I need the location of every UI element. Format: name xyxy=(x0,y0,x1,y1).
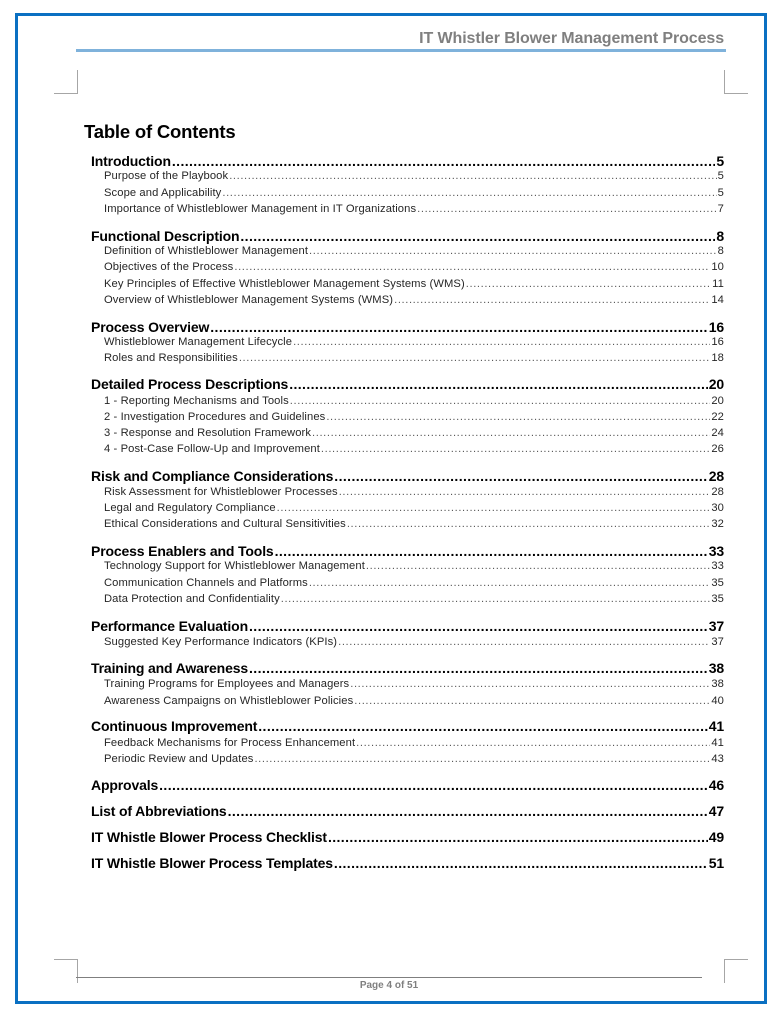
toc-entry-page-number[interactable]: 26 xyxy=(711,443,724,455)
toc-entry-subheading[interactable] xyxy=(104,427,724,442)
toc-entry-page-number[interactable]: 51 xyxy=(708,855,724,871)
toc-dot-leader xyxy=(222,187,716,199)
toc-entry-label[interactable]: Risk and Compliance Considerations xyxy=(91,468,334,484)
toc-entry-label[interactable]: 4 - Post-Case Follow-Up and Improvement xyxy=(104,443,320,455)
toc-entry-label[interactable]: Legal and Regulatory Compliance xyxy=(104,502,276,514)
toc-entry-subheading[interactable] xyxy=(104,753,724,768)
toc-entry-subheading[interactable] xyxy=(104,443,724,458)
toc-dot-leader xyxy=(334,855,708,871)
toc-entry-label[interactable]: IT Whistle Blower Process Templates xyxy=(91,855,333,871)
toc-dot-leader xyxy=(338,636,710,648)
toc-entry-heading[interactable] xyxy=(91,618,724,636)
toc-entry-label[interactable]: Data Protection and Confidentiality xyxy=(104,593,280,605)
toc-dot-leader xyxy=(328,829,708,845)
toc-entry-label[interactable]: 2 - Investigation Procedures and Guidelines xyxy=(104,411,326,423)
toc-entry-page-number[interactable]: 8 xyxy=(717,245,724,257)
toc-entry-page-number[interactable]: 43 xyxy=(711,753,724,765)
toc-entry-page-number[interactable]: 38 xyxy=(708,660,724,676)
toc-entry-subheading[interactable] xyxy=(104,294,724,309)
header-title: IT Whistler Blower Management Process xyxy=(419,30,724,47)
toc-entry-subheading[interactable] xyxy=(104,486,724,501)
toc-entry-page-number[interactable]: 37 xyxy=(708,618,724,634)
toc-entry-heading[interactable] xyxy=(91,718,724,736)
toc-entry-label[interactable]: Ethical Considerations and Cultural Sensitivities xyxy=(104,518,346,530)
toc-entry-page-number[interactable]: 41 xyxy=(711,737,724,749)
toc-dot-leader xyxy=(210,319,707,335)
toc-dot-leader xyxy=(347,518,711,530)
toc-dot-leader xyxy=(309,577,711,589)
toc-entry-subheading[interactable] xyxy=(104,395,724,410)
header-rule xyxy=(76,49,726,52)
toc-dot-leader xyxy=(281,593,711,605)
toc-entry-subheading[interactable] xyxy=(104,518,724,533)
page-number: Page 4 of 51 xyxy=(359,980,419,991)
toc-entry-page-number[interactable]: 33 xyxy=(711,560,724,572)
toc-dot-leader xyxy=(240,228,715,244)
toc-dot-leader xyxy=(275,543,708,559)
toc-entry-subheading[interactable] xyxy=(104,203,724,218)
toc-entry-label[interactable]: Suggested Key Performance Indicators (KPIs) xyxy=(104,636,338,648)
toc-entry-page-number[interactable]: 5 xyxy=(717,187,724,199)
toc-title: Table of Contents xyxy=(84,121,236,142)
toc-entry-subheading[interactable] xyxy=(104,187,724,202)
toc-entry-heading[interactable] xyxy=(91,829,724,847)
toc-entry-label[interactable]: Purpose of the Playbook xyxy=(104,170,229,182)
toc-entry-label[interactable]: Whistleblower Management Lifecycle xyxy=(104,336,293,348)
toc-dot-leader xyxy=(321,443,710,455)
toc-dot-leader xyxy=(326,411,710,423)
toc-entry-page-number[interactable]: 5 xyxy=(716,153,724,169)
toc-dot-leader xyxy=(159,777,708,793)
toc-dot-leader xyxy=(234,261,710,273)
toc-dot-leader xyxy=(254,753,710,765)
toc-entry-page-number[interactable]: 10 xyxy=(711,261,724,273)
toc-entry-subheading[interactable] xyxy=(104,593,724,608)
toc-entry-page-number[interactable]: 37 xyxy=(711,636,724,648)
toc-entry-heading[interactable] xyxy=(91,855,724,873)
toc-entry-page-number[interactable]: 30 xyxy=(711,502,724,514)
toc-entry-subheading[interactable] xyxy=(104,577,724,592)
toc-entry-subheading[interactable] xyxy=(104,737,724,752)
toc-entry-label[interactable]: Performance Evaluation xyxy=(91,618,248,634)
toc-entry-page-number[interactable]: 41 xyxy=(708,718,724,734)
toc-dot-leader xyxy=(229,170,716,182)
toc-entry-label[interactable]: List of Abbreviations xyxy=(91,803,227,819)
toc-entry-page-number[interactable]: 35 xyxy=(711,593,724,605)
toc-entry-page-number[interactable]: 47 xyxy=(708,803,724,819)
toc-entry-subheading[interactable] xyxy=(104,261,724,276)
toc-entry-label[interactable]: Overview of Whistleblower Management Systems (WMS) xyxy=(104,294,394,306)
toc-entry-label[interactable]: Detailed Process Descriptions xyxy=(91,376,289,392)
toc-entry-label[interactable]: IT Whistle Blower Process Checklist xyxy=(91,829,327,845)
toc-entry-heading[interactable] xyxy=(91,319,724,337)
toc-entry-label[interactable]: Roles and Responsibilities xyxy=(104,352,238,364)
toc-entry-heading[interactable] xyxy=(91,228,724,246)
toc-dot-leader xyxy=(394,294,710,306)
toc-dot-leader xyxy=(356,737,710,749)
toc-entry-page-number[interactable]: 24 xyxy=(711,427,724,439)
toc-dot-leader xyxy=(172,153,716,169)
toc-entry-page-number[interactable]: 28 xyxy=(711,486,724,498)
toc-entry-page-number[interactable]: 35 xyxy=(711,577,724,589)
toc-entry-page-number[interactable]: 33 xyxy=(708,543,724,559)
toc-entry-page-number[interactable]: 16 xyxy=(708,319,724,335)
toc-dot-leader xyxy=(289,376,708,392)
toc-entry-page-number[interactable]: 49 xyxy=(708,829,724,845)
footer-rule xyxy=(76,977,702,978)
toc-dot-leader xyxy=(354,695,710,707)
toc-entry-heading[interactable] xyxy=(91,777,724,795)
toc-dot-leader xyxy=(339,486,711,498)
toc-entry-subheading[interactable] xyxy=(104,352,724,367)
crop-mark-top-left xyxy=(54,70,78,94)
toc-entry-page-number[interactable]: 46 xyxy=(708,777,724,793)
toc-dot-leader xyxy=(350,678,710,690)
toc-entry-label[interactable]: Functional Description xyxy=(91,228,240,244)
toc-entry-label[interactable]: Process Overview xyxy=(91,319,210,335)
toc-entry-heading[interactable] xyxy=(91,803,724,821)
toc-entry-heading[interactable] xyxy=(91,660,724,678)
toc-entry-label[interactable]: Introduction xyxy=(91,153,171,169)
toc-entry-page-number[interactable]: 11 xyxy=(712,278,724,290)
toc-entry-page-number[interactable]: 5 xyxy=(717,170,724,182)
toc-entry-subheading[interactable] xyxy=(104,560,724,575)
toc-dot-leader xyxy=(249,660,708,676)
toc-entry-page-number[interactable]: 28 xyxy=(708,468,724,484)
toc-entry-label[interactable]: Periodic Review and Updates xyxy=(104,753,254,765)
toc-entry-page-number[interactable]: 7 xyxy=(717,203,724,215)
toc-dot-leader xyxy=(309,245,717,257)
toc-dot-leader xyxy=(228,803,708,819)
toc-entry-subheading[interactable] xyxy=(104,170,724,185)
toc-entry-label[interactable]: Importance of Whistleblower Management in IT Organizations xyxy=(104,203,417,215)
toc-entry-label[interactable]: Training Programs for Employees and Managers xyxy=(104,678,350,690)
toc-dot-leader xyxy=(417,203,717,215)
toc-entry-page-number[interactable]: 16 xyxy=(711,336,724,348)
toc-entry-label[interactable]: Awareness Campaigns on Whistleblower Policies xyxy=(104,695,354,707)
toc-dot-leader xyxy=(366,560,710,572)
toc-entry-subheading[interactable] xyxy=(104,678,724,693)
toc-entry-heading[interactable] xyxy=(91,543,724,561)
toc-entry-label[interactable]: Definition of Whistleblower Management xyxy=(104,245,309,257)
toc-entry-subheading[interactable] xyxy=(104,336,724,351)
toc-entry-page-number[interactable]: 32 xyxy=(711,518,724,530)
toc-entry-heading[interactable] xyxy=(91,376,724,394)
toc-entry-heading[interactable] xyxy=(91,468,724,486)
toc-entry-label[interactable]: Approvals xyxy=(91,777,159,793)
toc-entry-page-number[interactable]: 20 xyxy=(711,395,724,407)
toc-entry-page-number[interactable]: 40 xyxy=(711,695,724,707)
toc-entry-label[interactable]: Risk Assessment for Whistleblower Processes xyxy=(104,486,338,498)
toc-entry-subheading[interactable] xyxy=(104,245,724,260)
toc-entry-label[interactable]: Continuous Improvement xyxy=(91,718,258,734)
toc-entry-subheading[interactable] xyxy=(104,636,724,651)
toc-dot-leader xyxy=(277,502,711,514)
toc-entry-page-number[interactable]: 22 xyxy=(711,411,724,423)
toc-dot-leader xyxy=(258,718,707,734)
toc-entry-page-number[interactable]: 14 xyxy=(711,294,724,306)
toc-entry-page-number[interactable]: 18 xyxy=(711,352,724,364)
toc-dot-leader xyxy=(239,352,711,364)
toc-entry-label[interactable]: Training and Awareness xyxy=(91,660,248,676)
toc-entry-label[interactable]: Feedback Mechanisms for Process Enhancement xyxy=(104,737,356,749)
toc-entry-subheading[interactable] xyxy=(104,695,724,710)
toc-entry-page-number[interactable]: 8 xyxy=(716,228,724,244)
toc-entry-label[interactable]: 1 - Reporting Mechanisms and Tools xyxy=(104,395,289,407)
toc-entry-label[interactable]: Scope and Applicability xyxy=(104,187,222,199)
toc-dot-leader xyxy=(312,427,710,439)
toc-entry-page-number[interactable]: 38 xyxy=(711,678,724,690)
toc-dot-leader xyxy=(290,395,711,407)
toc-dot-leader xyxy=(334,468,707,484)
toc-entry-label[interactable]: Objectives of the Process xyxy=(104,261,234,273)
crop-mark-top-right xyxy=(724,70,748,94)
toc-entry-label[interactable]: Technology Support for Whistleblower Management xyxy=(104,560,365,572)
toc-dot-leader xyxy=(249,618,708,634)
toc-entry-page-number[interactable]: 20 xyxy=(708,376,724,392)
toc-dot-leader xyxy=(293,336,710,348)
toc-entry-label[interactable]: Key Principles of Effective Whistleblower Management Systems (WMS) xyxy=(104,278,465,290)
toc-entry-subheading[interactable] xyxy=(104,502,724,517)
toc-entry-subheading[interactable] xyxy=(104,411,724,426)
toc-dot-leader xyxy=(466,278,711,290)
toc-entry-label[interactable]: Process Enablers and Tools xyxy=(91,543,274,559)
toc-entry-label[interactable]: Communication Channels and Platforms xyxy=(104,577,308,589)
toc-entry-label[interactable]: 3 - Response and Resolution Framework xyxy=(104,427,312,439)
toc-entry-subheading[interactable] xyxy=(104,278,724,293)
toc-entry-heading[interactable] xyxy=(91,153,724,171)
